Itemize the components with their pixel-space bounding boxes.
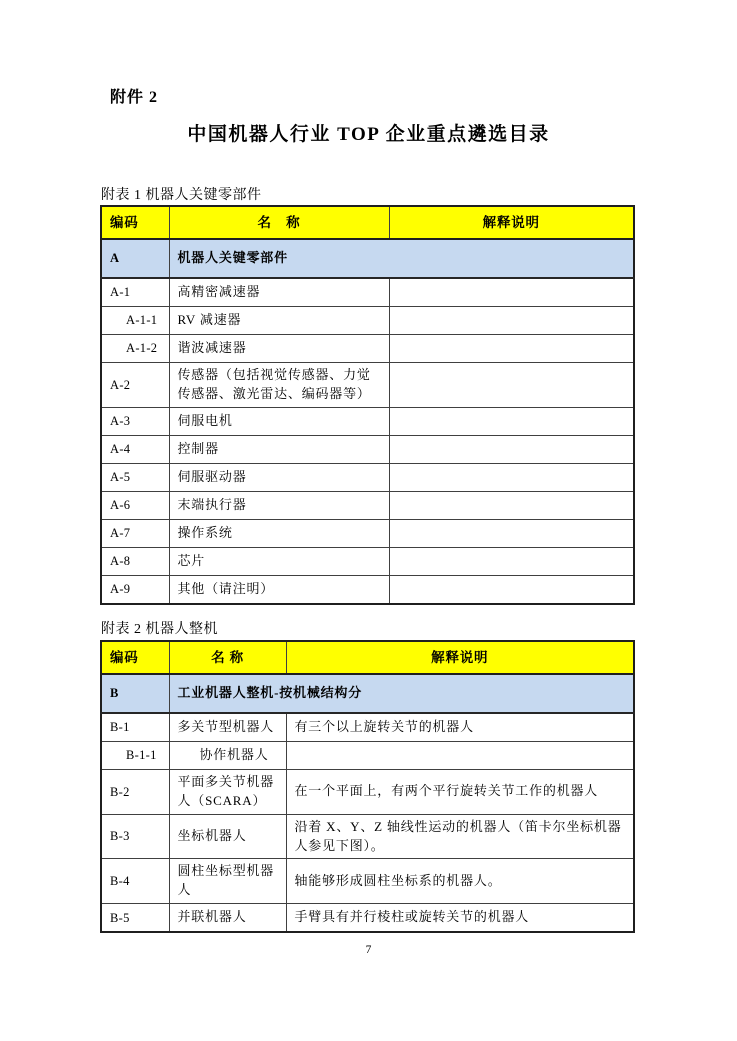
row-code: A-8 [101,547,169,575]
row-description [389,575,634,604]
row-name: 操作系统 [169,519,389,547]
table-row [101,904,634,933]
row-code: A-1 [101,278,169,307]
row-description [389,519,634,547]
row-code: A-2 [101,363,169,408]
row-name: 控制器 [169,435,389,463]
row-name: 传感器（包括视觉传感器、力觉传感器、激光雷达、编码器等） [169,363,389,408]
row-name: 末端执行器 [169,491,389,519]
section-name: 工业机器人整机-按机械结构分 [169,674,634,713]
table-row [101,713,634,742]
row-code: A-1-1 [101,307,169,335]
table2-section-row [101,674,634,713]
table-row [101,278,634,307]
row-name: 伺服电机 [169,407,389,435]
table-key-components [100,205,635,605]
table-row [101,335,634,363]
table-row [101,407,634,435]
table-complete-robots [100,640,635,933]
row-code: A-3 [101,407,169,435]
attachment-label: 附件 2 [110,89,159,106]
table1-header-desc: 解释说明 [389,206,634,239]
row-code: B-1 [101,713,169,742]
table1-header-code: 编码 [101,206,169,239]
table-row [101,307,634,335]
row-name: 并联机器人 [169,904,286,933]
section-code: A [101,239,169,278]
row-description [389,407,634,435]
table-row [101,814,634,859]
row-description [389,463,634,491]
section-name: 机器人关键零部件 [169,239,634,278]
row-description [286,742,634,770]
table-row [101,742,634,770]
row-name: 伺服驱动器 [169,463,389,491]
row-code: B-1-1 [101,742,169,770]
row-name: 芯片 [169,547,389,575]
row-code: A-4 [101,435,169,463]
table-row [101,519,634,547]
table-row [101,463,634,491]
row-description: 有三个以上旋转关节的机器人 [286,713,634,742]
table1-caption: 附表 1 机器人关键零部件 [101,188,262,203]
table-row [101,435,634,463]
row-description: 在一个平面上，有两个平行旋转关节工作的机器人 [286,770,634,815]
table-row [101,363,634,408]
row-code: A-9 [101,575,169,604]
table-row [101,770,634,815]
row-description: 沿着 X、Y、Z 轴线性运动的机器人（笛卡尔坐标机器人参见下图）。 [286,814,634,859]
row-code: B-5 [101,904,169,933]
row-description [389,435,634,463]
table-row [101,491,634,519]
table2-header-row [101,641,634,674]
table1-section-row [101,239,634,278]
row-description [389,307,634,335]
row-description [389,335,634,363]
row-name: RV 减速器 [169,307,389,335]
table2-header-desc: 解释说明 [286,641,634,674]
row-description [389,491,634,519]
row-name: 平面多关节机器人（SCARA） [169,770,286,815]
table-row [101,575,634,604]
row-description [389,363,634,408]
row-name: 谐波减速器 [169,335,389,363]
table1-header-row [101,206,634,239]
row-code: A-5 [101,463,169,491]
table1-header-name: 名 称 [169,206,389,239]
row-code: A-7 [101,519,169,547]
row-description [389,278,634,307]
row-name: 高精密减速器 [169,278,389,307]
row-name: 多关节型机器人 [169,713,286,742]
row-description: 轴能够形成圆柱坐标系的机器人。 [286,859,634,904]
row-code: B-3 [101,814,169,859]
table-row [101,547,634,575]
row-name: 圆柱坐标型机器人 [169,859,286,904]
row-code: B-4 [101,859,169,904]
table2-header-code: 编码 [101,641,169,674]
row-description [389,547,634,575]
row-name: 协作机器人 [169,742,286,770]
row-name: 其他（请注明） [169,575,389,604]
table-row [101,859,634,904]
row-code: A-6 [101,491,169,519]
section-code: B [101,674,169,713]
row-code: A-1-2 [101,335,169,363]
table2-caption: 附表 2 机器人整机 [101,622,218,637]
page-number: 7 [365,944,372,956]
table2-header-name: 名 称 [169,641,286,674]
row-description: 手臂具有并行棱柱或旋转关节的机器人 [286,904,634,933]
page-title: 中国机器人行业 TOP 企业重点遴选目录 [187,124,550,145]
row-code: B-2 [101,770,169,815]
row-name: 坐标机器人 [169,814,286,859]
